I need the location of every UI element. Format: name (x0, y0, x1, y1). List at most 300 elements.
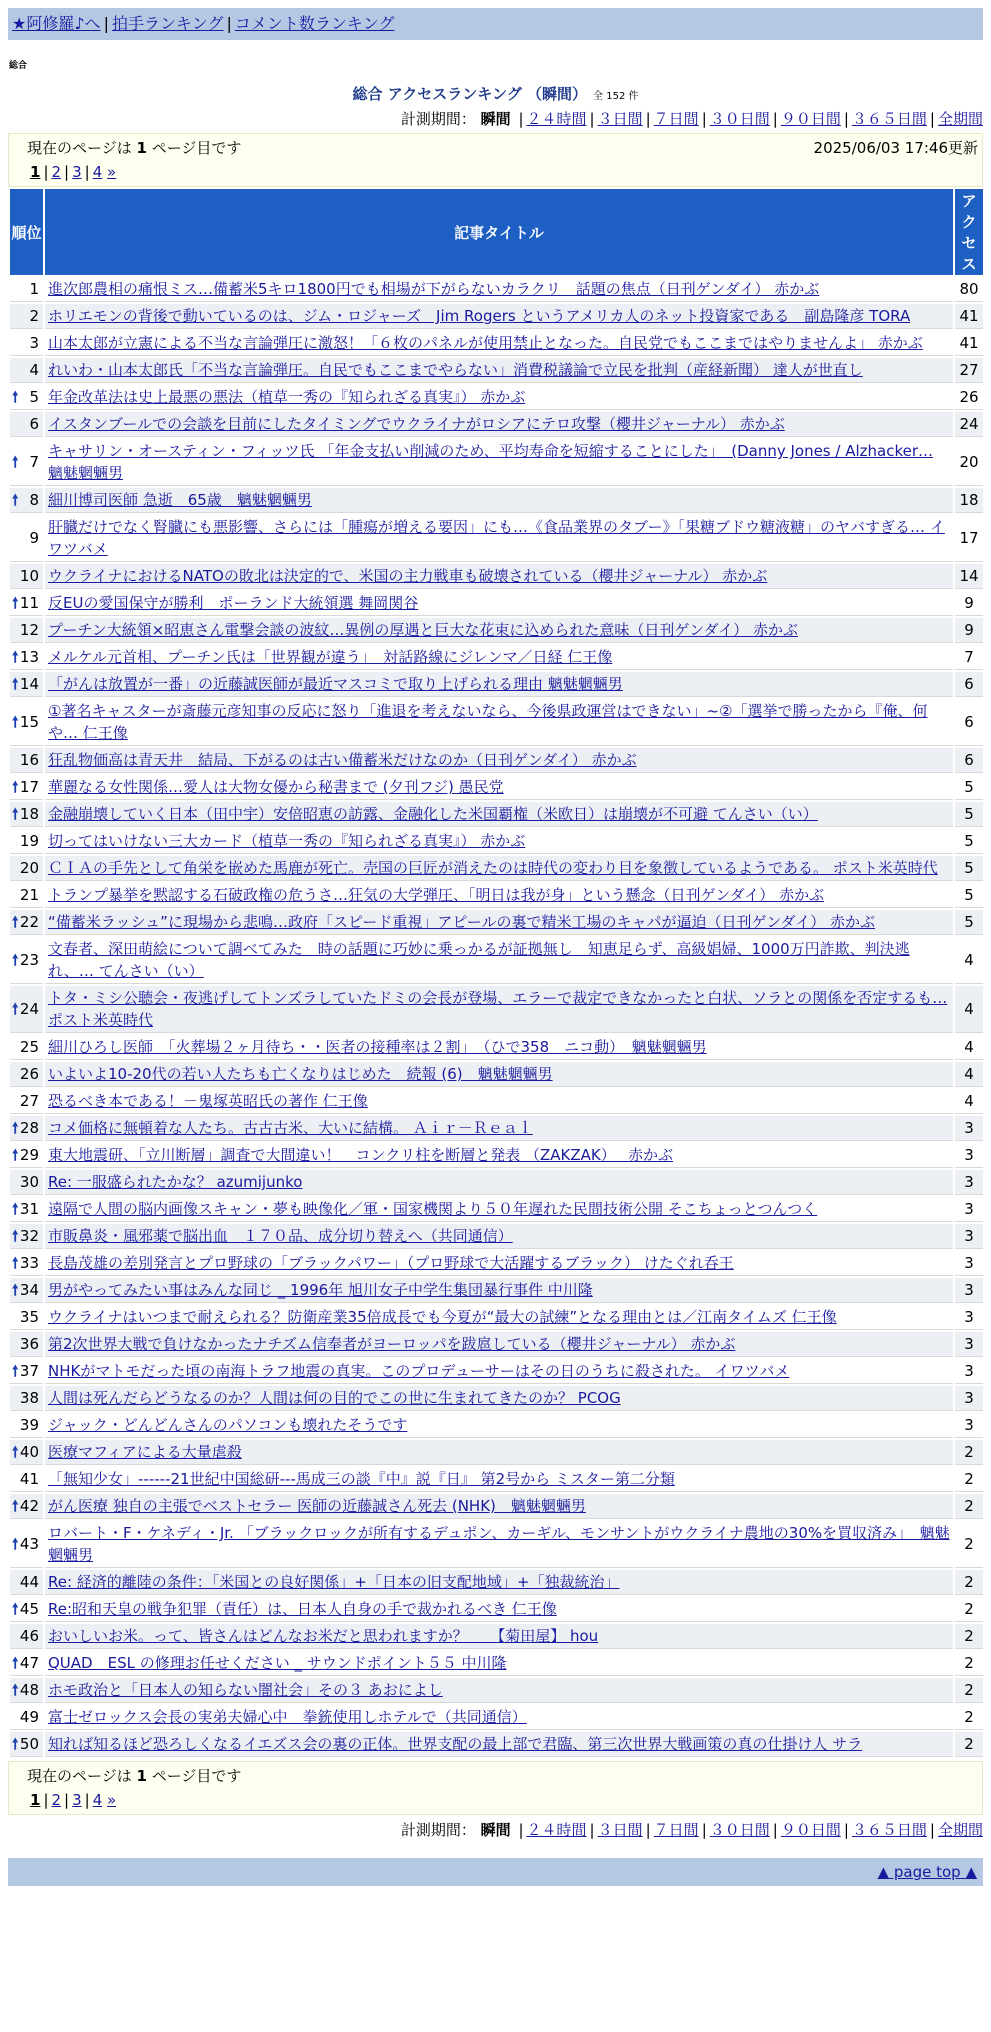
title-cell (45, 1705, 953, 1730)
article-link[interactable]: イスタンブールでの会談を目前にしたタイミングでウクライナがロシアにテロ攻撃（櫻井ジャーナル） 赤かぶ (48, 415, 785, 433)
table-row (10, 829, 983, 854)
table-row (10, 1467, 983, 1492)
article-link[interactable]: 東大地震研、「立川断層」調査で大間違い！ コンクリ柱を断層と発表 （ZAKZAK） 赤かぶ (48, 1146, 673, 1164)
rank-number: 1 (29, 280, 39, 298)
rank-cell (10, 564, 43, 589)
rank-cell (10, 986, 43, 1033)
rank-number: 30 (19, 1173, 39, 1191)
rank-number: 35 (19, 1308, 39, 1326)
article-link[interactable]: 華麗なる女性関係…愛人は大物女優から秘書まで (夕刊フジ) 愚民党 (48, 778, 504, 796)
article-link[interactable]: 金融崩壊していく日本（田中宇）安倍昭恵の訪露、金融化した米国覇権（米欧日）は崩壊が不可避 てんさい（い） (48, 805, 818, 823)
access-count: 3 (955, 1359, 983, 1384)
updated-timestamp: 2025/06/03 17:46更新 (813, 139, 978, 157)
article-link[interactable]: 知れば知るほど恐ろしくなるイエズス会の裏の正体。世界支配の最上部で君臨、第三次世界大戦画策の真の仕掛け人 サラ (48, 1735, 863, 1753)
table-row (10, 1732, 983, 1757)
rank-number: 47 (19, 1654, 39, 1672)
table-row (10, 1705, 983, 1730)
period-label: 計測期間： (400, 1821, 476, 1839)
rank-cell (10, 1521, 43, 1568)
rank-cell (10, 1705, 43, 1730)
rank-number: 32 (19, 1227, 39, 1245)
rank-number: 44 (19, 1573, 39, 1591)
rank-number: 23 (19, 951, 39, 969)
table-row (10, 699, 983, 746)
pager-page-link[interactable]: 4 (92, 1791, 103, 1809)
rank-cell (10, 699, 43, 746)
rank-cell (10, 910, 43, 935)
rank-number: 22 (19, 913, 39, 931)
rank-cell (10, 591, 43, 616)
article-link[interactable]: 男がやってみたい事はみんな同じ _ 1996年 旭川女子中学生集団暴行事件 中川隆 (48, 1281, 593, 1299)
rank-number: 37 (19, 1362, 39, 1380)
rank-cell (10, 883, 43, 908)
table-row (10, 802, 983, 827)
access-header: アクセス (955, 189, 983, 275)
rank-up-arrow-icon: 🠕 (12, 1443, 19, 1461)
access-count: 5 (955, 802, 983, 827)
rank-number: 5 (29, 388, 39, 406)
title-cell (45, 1332, 953, 1357)
access-count: 2 (955, 1705, 983, 1730)
access-count: 6 (955, 672, 983, 697)
access-count: 3 (955, 1413, 983, 1438)
article-link[interactable]: 富士ゼロックス会長の実弟夫婦心中 拳銃使用しホテルで（共同通信） (48, 1708, 527, 1726)
pager-page-link[interactable]: 3 (72, 1791, 82, 1809)
rank-cell (10, 802, 43, 827)
article-link[interactable]: 進次郎農相の痛恨ミス…備蓄米5キロ1800円でも相場が下がらないカラクリ 話題の焦点（日刊ゲンダイ） 赤かぶ (48, 280, 820, 298)
period-links: | ２４時間 | ３日間 | ７日間 | ３０日間 | ９０日間 | ３６５日間 | 全期間 (518, 1821, 983, 1839)
title-cell (45, 1278, 953, 1303)
access-count: 6 (955, 699, 983, 746)
title-cell (45, 1197, 953, 1222)
rank-up-arrow-icon: 🠕 (12, 1681, 19, 1699)
rank-cell (10, 1440, 43, 1465)
rank-up-arrow-icon: 🠕 (12, 1281, 19, 1299)
rank-number: 24 (19, 1000, 39, 1018)
rank-number: 49 (19, 1708, 39, 1726)
table-row (10, 439, 983, 486)
title-cell (45, 564, 953, 589)
home-link[interactable]: ★阿修羅♪へ (12, 14, 101, 33)
article-link[interactable]: 第2次世界大戦で負けなかったナチズム信奉者がヨーロッパを跋扈している（櫻井ジャーナル） 赤かぶ (48, 1335, 736, 1353)
title-cell (45, 1251, 953, 1276)
table-row (10, 385, 983, 410)
rank-number: 29 (19, 1146, 39, 1164)
title-cell (45, 1143, 953, 1168)
rank-cell (10, 1197, 43, 1222)
article-link[interactable]: ウクライナにおけるNATOの敗北は決定的で、米国の主力戦車も破壊されている（櫻井ジャーナル） 赤かぶ (48, 567, 768, 585)
period-link[interactable]: ３６５日間 (851, 110, 927, 128)
pager-next-link[interactable]: » (107, 163, 117, 181)
rank-cell (10, 1251, 43, 1276)
pager-page-link[interactable]: 3 (72, 163, 82, 181)
table-row (10, 1651, 983, 1676)
rank-number: 17 (19, 778, 39, 796)
title-cell (45, 331, 953, 356)
article-link[interactable]: 恐るべき本である！－鬼塚英昭氏の著作 仁王像 (48, 1092, 368, 1110)
footer-bar (8, 1858, 983, 1886)
table-row (10, 1570, 983, 1595)
clap-ranking-link[interactable]: 拍手ランキング (111, 14, 224, 33)
access-count: 2 (955, 1651, 983, 1676)
table-row (10, 1359, 983, 1384)
ranking-table (8, 187, 985, 1759)
title-cell (45, 1386, 953, 1411)
page-top-link[interactable]: ▲ page top ▲ (877, 1863, 977, 1881)
rank-number: 20 (19, 859, 39, 877)
table-row (10, 1143, 983, 1168)
article-link[interactable]: キャサリン・オースティン・フィッツ氏 「年金支払い削減のため、平均寿命を短縮することにした」 (Danny Jones / Alzhacker… 魑魅魍魎男 (48, 442, 934, 482)
article-link[interactable]: トタ・ミシ公聴会・夜逃げしてトンズラしていたドミの会長が登場、エラーで裁定できなかったと白状、ソラとの関係を否定するも… ポスト米英時代 (48, 989, 948, 1029)
rank-cell (10, 515, 43, 562)
table-row (10, 986, 983, 1033)
access-count: 3 (955, 1197, 983, 1222)
rank-cell (10, 1305, 43, 1330)
rank-cell (10, 385, 43, 410)
rank-cell (10, 1597, 43, 1622)
rank-up-arrow-icon: 🠕 (12, 1497, 19, 1515)
category-label: 総合 (9, 61, 28, 71)
article-link[interactable]: 人間は死んだらどうなるのか？人間は何の目的でこの世に生まれてきたのか？ PCOG (48, 1389, 621, 1407)
rank-cell (10, 618, 43, 643)
title-cell (45, 856, 953, 881)
period-link[interactable]: 全期間 (937, 1821, 983, 1839)
period-current: 瞬間 (480, 110, 511, 128)
pager-current: 1 (30, 163, 41, 181)
table-row (10, 564, 983, 589)
rank-number: 33 (19, 1254, 39, 1272)
article-link[interactable]: 遠隔で人間の脳内画像スキャン・夢も映像化／軍・国家機関より５０年遅れた民間技術公開 そこちょっとつんつく (48, 1200, 818, 1218)
article-link[interactable]: れいわ・山本太郎氏「不当な言論弾圧。自民でもここまでやらない」消費税議論で立民を批判（産経新聞） 達人が世直し (48, 361, 863, 379)
title-cell (45, 515, 953, 562)
article-link[interactable]: QUAD ESL の修理お任せください _ サウンドポイント５５ 中川隆 (48, 1654, 507, 1672)
table-row (10, 304, 983, 329)
rank-number: 13 (19, 648, 39, 666)
article-link[interactable]: 山本太郎が立憲による不当な言論弾圧に激怒！「６枚のパネルが使用禁止となった。自民党でもここまではやりませんよ」 赤かぶ (48, 334, 923, 352)
rank-cell (10, 1170, 43, 1195)
rank-number: 7 (29, 453, 39, 471)
period-link[interactable]: ２４時間 (526, 1821, 587, 1839)
period-link[interactable]: ９０日間 (780, 1821, 841, 1839)
rank-cell (10, 1413, 43, 1438)
rank-number: 36 (19, 1335, 39, 1353)
rank-up-arrow-icon: 🠕 (12, 1735, 19, 1753)
pager-next-link[interactable]: » (107, 1791, 117, 1809)
title-cell (45, 829, 953, 854)
rank-cell (10, 331, 43, 356)
rank-up-arrow-icon: 🠕 (12, 1600, 19, 1618)
title-cell (45, 699, 953, 746)
article-link[interactable]: 「無知少女」------21世紀中国総研---馬成三の談『中』説『日』 第2号から ミスター第二分類 (48, 1470, 675, 1488)
access-count: 24 (955, 412, 983, 437)
period-label: 計測期間： (400, 110, 476, 128)
article-link[interactable]: ホリエモンの背後で動いているのは、ジム・ロジャーズ Jim Rogers というアメリカ人のネット投資家である 副島隆彦 TORA (48, 307, 911, 325)
access-count: 3 (955, 1116, 983, 1141)
period-link[interactable]: ３０日間 (709, 110, 770, 128)
title-cell (45, 1570, 953, 1595)
rank-up-arrow-icon: 🠕 (12, 1146, 19, 1164)
table-row (10, 1678, 983, 1703)
title-cell (45, 937, 953, 984)
access-count: 9 (955, 591, 983, 616)
rank-number: 34 (19, 1281, 39, 1299)
period-selector-top (8, 108, 983, 129)
access-count: 9 (955, 618, 983, 643)
title-cell (45, 1521, 953, 1568)
access-count: 2 (955, 1624, 983, 1649)
period-link[interactable]: ３日間 (597, 1821, 643, 1839)
period-links: | ２４時間 | ３日間 | ７日間 | ３０日間 | ９０日間 | ３６５日間 | 全期間 (518, 110, 983, 128)
rank-up-arrow-icon: 🠕 (12, 1000, 19, 1018)
title-cell (45, 1305, 953, 1330)
title-cell (45, 1116, 953, 1141)
rank-up-arrow-icon: 🠕 (12, 491, 19, 509)
article-link[interactable]: 「がんは放置が一番」の近藤誠医師が最近マスコミで取り上げられる理由 魑魅魍魎男 (48, 675, 623, 693)
article-link[interactable]: がん医療 独自の主張でベストセラー 医師の近藤誠さん死去 (NHK) 魑魅魍魎男 (48, 1497, 586, 1515)
table-row (10, 1413, 983, 1438)
period-link[interactable]: ２４時間 (526, 110, 587, 128)
table-row (10, 1278, 983, 1303)
rank-cell (10, 1467, 43, 1492)
period-link[interactable]: ７日間 (653, 110, 699, 128)
title-cell (45, 672, 953, 697)
access-count: 20 (955, 439, 983, 486)
period-link[interactable]: ３６５日間 (851, 1821, 927, 1839)
access-count: 2 (955, 1597, 983, 1622)
article-link[interactable]: 長島茂雄の差別発言とプロ野球の「ブラックパワー」（プロ野球で大活躍するブラック） けたぐれ呑王 (48, 1254, 734, 1272)
rank-cell (10, 1143, 43, 1168)
rank-number: 11 (19, 594, 39, 612)
rank-cell (10, 1494, 43, 1519)
table-row (10, 1116, 983, 1141)
article-link[interactable]: いよいよ10-20代の若い人たちも亡くなりはじめた 続報 (6) 魑魅魍魎男 (48, 1065, 553, 1083)
title-cell (45, 304, 953, 329)
title-cell (45, 277, 953, 302)
rank-number: 12 (19, 621, 39, 639)
table-row (10, 591, 983, 616)
table-row (10, 1624, 983, 1649)
rank-number: 3 (29, 334, 39, 352)
article-link[interactable]: 切ってはいけない三大カード（植草一秀の『知られざる真実』） 赤かぶ (48, 832, 526, 850)
rank-header: 順位 (10, 189, 43, 275)
rank-up-arrow-icon: 🠕 (12, 1535, 19, 1553)
table-row (10, 1197, 983, 1222)
table-row (10, 1494, 983, 1519)
article-link[interactable]: 反EUの愛国保守が勝利 ポーランド大統領選 舞岡関谷 (48, 594, 419, 612)
access-count: 26 (955, 385, 983, 410)
rank-cell (10, 488, 43, 513)
rank-number: 19 (19, 832, 39, 850)
access-count: 3 (955, 1143, 983, 1168)
title-cell (45, 1467, 953, 1492)
rank-cell (10, 645, 43, 670)
title-cell (45, 883, 953, 908)
rank-up-arrow-icon: 🠕 (12, 1254, 19, 1272)
rank-up-arrow-icon: 🠕 (12, 648, 19, 666)
title-cell (45, 1597, 953, 1622)
rank-up-arrow-icon: 🠕 (12, 951, 19, 969)
article-link[interactable]: ロバート・F・ケネディ・Jr. 「ブラックロックが所有するデュポン、カーギル、モンサントがウクライナ農地の30%を買収済み」 魑魅魍魎男 (48, 1524, 950, 1564)
title-cell (45, 1170, 953, 1195)
period-link[interactable]: 全期間 (937, 110, 983, 128)
article-link[interactable]: 市販鼻炎・風邪薬で脳出血 １７０品、成分切り替えへ（共同通信） (48, 1227, 513, 1245)
table-row (10, 412, 983, 437)
article-link[interactable]: トランプ暴挙を黙認する石破政権の危うさ…狂気の大学弾圧、「明日は我が身」という懸念（日刊ゲンダイ） 赤かぶ (48, 886, 825, 904)
rank-cell (10, 1062, 43, 1087)
access-count: 2 (955, 1732, 983, 1757)
rank-number: 28 (19, 1119, 39, 1137)
title-cell (45, 1035, 953, 1060)
rank-number: 6 (29, 415, 39, 433)
article-link[interactable]: 細川ひろし医師 「火葬場２ヶ月待ち・・医者の接種率は２割」 （ひで358 ニコ動） 魑魅魍魎男 (48, 1038, 707, 1056)
table-row (10, 1035, 983, 1060)
pager-bottom: 1 | 2 | 3 | 4 » (30, 1791, 117, 1809)
rank-number: 4 (29, 361, 39, 379)
title-cell (45, 775, 953, 800)
title-cell (45, 591, 953, 616)
title-cell (45, 1494, 953, 1519)
rank-cell (10, 1651, 43, 1676)
rank-up-arrow-icon: 🠕 (12, 1200, 19, 1218)
ranking-title: 総合 アクセスランキング （瞬間） (352, 85, 588, 103)
rank-number: 39 (19, 1416, 39, 1434)
article-link[interactable]: コメ価格に無頓着な人たち。古古古米、大いに結構。 Ａｉｒ－Ｒｅａｌ (48, 1119, 533, 1137)
rank-up-arrow-icon: 🠕 (12, 388, 19, 406)
title-cell (45, 618, 953, 643)
pager-page-link[interactable]: 2 (51, 1791, 62, 1809)
access-count: 2 (955, 1440, 983, 1465)
article-link[interactable]: “備蓄米ラッシュ”に現場から悲鳴…政府「スピード重視」アピールの裏で精米工場のキャパが逼迫（日刊ゲンダイ） 赤かぶ (48, 913, 876, 931)
access-count: 27 (955, 358, 983, 383)
rank-number: 8 (29, 491, 39, 509)
rank-number: 40 (19, 1443, 39, 1461)
rank-up-arrow-icon: 🠕 (12, 453, 19, 471)
pager-page-link[interactable]: 4 (92, 163, 103, 181)
article-link[interactable]: ＣＩＡの手先として角栄を嵌めた馬鹿が死亡。売国の巨匠が消えたのは時代の変わり目を象徴しているようである。 ポスト米英時代 (48, 859, 938, 877)
rank-cell (10, 358, 43, 383)
access-count: 14 (955, 564, 983, 589)
access-count: 41 (955, 331, 983, 356)
table-row (10, 910, 983, 935)
rank-cell (10, 1116, 43, 1141)
table-row (10, 1089, 983, 1114)
table-row (10, 488, 983, 513)
rank-number: 43 (19, 1535, 39, 1553)
article-link[interactable]: 文春者、深田萌絵について調べてみた 時の話題に巧妙に乗っかるが証拠無し 知恵足らず、高級娼婦、1000万円詐欺、判決逃れ、… てんさい（い） (48, 940, 910, 980)
rank-cell (10, 277, 43, 302)
period-link[interactable]: ９０日間 (780, 110, 841, 128)
access-count: 4 (955, 1062, 983, 1087)
table-row (10, 856, 983, 881)
rank-up-arrow-icon: 🠕 (12, 1119, 19, 1137)
article-link[interactable]: メルケル元首相、プーチン氏は「世界観が違う」 対話路線にジレンマ／日経 仁王像 (48, 648, 613, 666)
article-link[interactable]: おいしいお米。って、皆さんはどんなお米だと思われますか？ 【菊田屋】 hou (48, 1627, 599, 1645)
rank-cell (10, 1035, 43, 1060)
access-count: 18 (955, 488, 983, 513)
table-row (10, 775, 983, 800)
page-title (0, 83, 991, 104)
pager-current: 1 (30, 1791, 41, 1809)
rank-cell (10, 1678, 43, 1703)
table-row (10, 331, 983, 356)
title-cell (45, 1413, 953, 1438)
page-status-bottom (8, 1761, 983, 1815)
access-count: 80 (955, 277, 983, 302)
title-cell (45, 910, 953, 935)
access-count: 2 (955, 1521, 983, 1568)
rank-up-arrow-icon: 🠕 (12, 713, 19, 731)
access-count: 4 (955, 1035, 983, 1060)
article-link[interactable]: Re:昭和天皇の戦争犯罪（責任）は、日本人自身の手で裁かれるべき 仁王像 (48, 1600, 557, 1618)
rank-cell (10, 775, 43, 800)
rank-up-arrow-icon: 🠕 (12, 1654, 19, 1672)
access-count: 2 (955, 1494, 983, 1519)
article-link[interactable]: プーチン大統領×昭恵さん電撃会談の波紋…異例の厚遇と巨大な花束に込められた意味（日刊ゲンダイ） 赤かぶ (48, 621, 798, 639)
title-cell (45, 439, 953, 486)
page-status-top (8, 133, 983, 187)
article-link[interactable]: 医療マフィアによる大量虐殺 (48, 1443, 242, 1461)
title-cell (45, 1224, 953, 1249)
rank-cell (10, 1570, 43, 1595)
title-cell (45, 1440, 953, 1465)
page-status-text: 現在のページは 1 ページ目です (27, 139, 242, 157)
article-link[interactable]: 細川博司医師 急逝 65歳 魑魅魍魎男 (48, 491, 312, 509)
title-cell (45, 748, 953, 773)
article-link[interactable]: ウクライナはいつまで耐えられる？防衛産業35倍成長でも今夏が“最大の試練”となる理由とは／江南タイムズ 仁王像 (48, 1308, 837, 1326)
article-link[interactable]: ジャック・どんどんさんのパソコンも壊れたそうです (48, 1416, 408, 1434)
article-link[interactable]: ①著名キャスターが斎藤元彦知事の反応に怒り「進退を考えないなら、今後県政運営はできない」~②「選挙で勝ったから『俺、何や… 仁王像 (48, 702, 928, 742)
article-link[interactable]: 狂乱物価高は青天井 結局、下がるのは古い備蓄米だけなのか（日刊ゲンダイ） 赤かぶ (48, 751, 637, 769)
access-count: 2 (955, 1467, 983, 1492)
article-link[interactable]: ホモ政治と「日本人の知らない闇社会」その３ あおによし (48, 1681, 443, 1699)
title-cell (45, 802, 953, 827)
rank-up-arrow-icon: 🠕 (12, 594, 19, 612)
title-cell (45, 1062, 953, 1087)
rank-cell (10, 1089, 43, 1114)
rank-number: 2 (29, 307, 39, 325)
period-link[interactable]: ３０日間 (709, 1821, 770, 1839)
access-count: 6 (955, 748, 983, 773)
access-count: 5 (955, 829, 983, 854)
access-count: 5 (955, 883, 983, 908)
total-count: 全 152 件 (593, 91, 639, 102)
pager-top: 1 | 2 | 3 | 4 » (30, 163, 117, 181)
comment-ranking-link[interactable]: コメント数ランキング (234, 14, 395, 33)
article-link[interactable]: 肝臓だけでなく腎臓にも悪影響、さらには「腫瘍が増える要因」にも…《食品業界のタブー》「果糖ブドウ糖液糖」のヤバすぎる… イワツバメ (48, 518, 945, 558)
table-row (10, 1332, 983, 1357)
title-cell (45, 1624, 953, 1649)
rank-cell (10, 412, 43, 437)
access-count: 3 (955, 1170, 983, 1195)
article-link[interactable]: 年金改革法は史上最悪の悪法（植草一秀の『知られざる真実』） 赤かぶ (48, 388, 526, 406)
period-link[interactable]: ３日間 (597, 110, 643, 128)
rank-number: 46 (19, 1627, 39, 1645)
table-row (10, 645, 983, 670)
rank-number: 9 (29, 529, 39, 547)
access-count: 5 (955, 910, 983, 935)
article-link[interactable]: NHKがマトモだった頃の南海トラフ地震の真実。このプロデューサーはその日のうちに殺された。 イワツバメ (48, 1362, 790, 1380)
period-link[interactable]: ７日間 (653, 1821, 699, 1839)
article-link[interactable]: Re: 一服盛られたかな？ azumijunko (48, 1173, 303, 1191)
pager-page-link[interactable]: 2 (51, 163, 62, 181)
table-row (10, 937, 983, 984)
rank-cell (10, 856, 43, 881)
rank-cell (10, 748, 43, 773)
access-count: 3 (955, 1224, 983, 1249)
access-count: 3 (955, 1332, 983, 1357)
rank-number: 31 (19, 1200, 39, 1218)
article-link[interactable]: Re: 経済的離陸の条件：「米国との良好関係」+「日本の旧支配地域」+「独裁統治」 (48, 1573, 620, 1591)
